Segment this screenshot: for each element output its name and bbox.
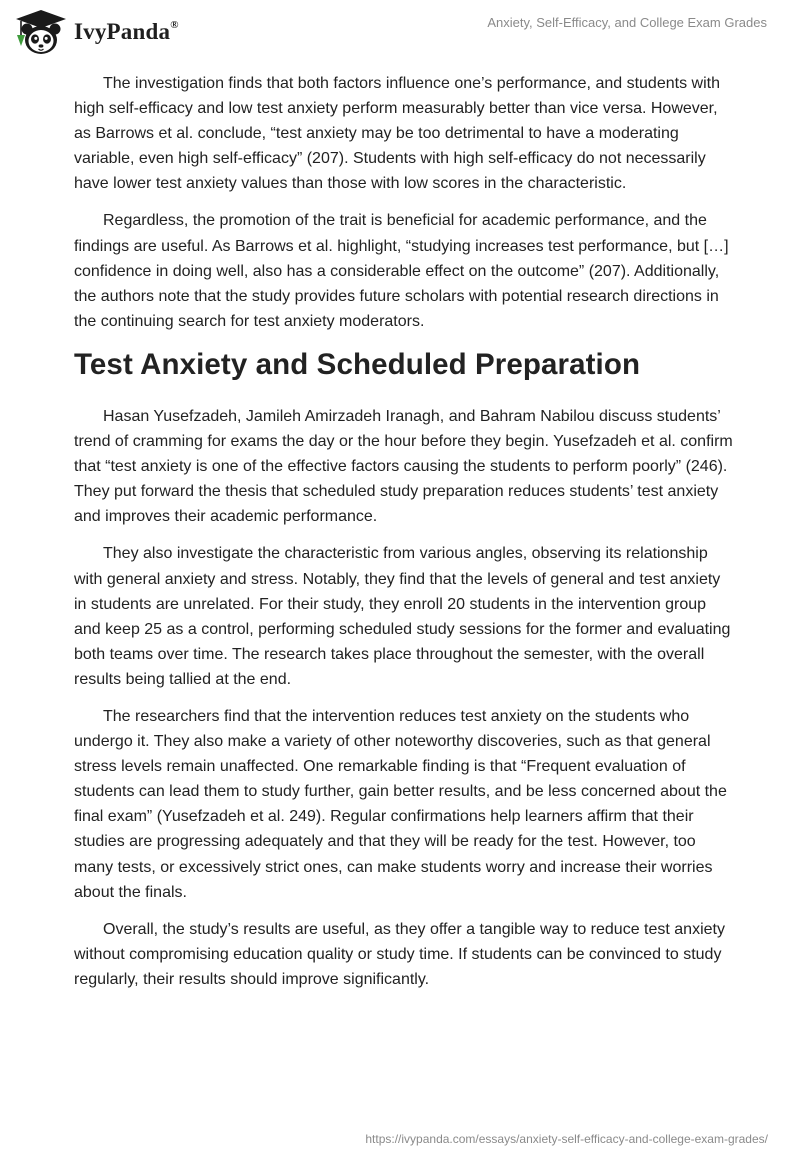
brand-name: IvyPanda®: [74, 19, 179, 44]
paragraph: The researchers find that the intervention reduces test anxiety on the students who undergo it. They also make a variety of other noteworthy discoveries, such as that general stress levels remain unaffected. One remarkable finding is that “Frequent evaluation of students can lead them to study further, gain better results, and be less concerned about the final exam” (Yusefzadeh et al. 249). Regular confirmations help learners affirm that their studies are progressing adequately and that they will be ready for the test. However, too many tests, or excessively strict ones, can make students worry and increase their worries about the finals.: [74, 707, 727, 901]
paragraph: Overall, the study’s results are useful, as they offer a tangible way to reduce test anxiety without compromising education quality or study time. If students can be convinced to study regularly, their results should improve significantly.: [74, 920, 725, 988]
page-header: [0, 0, 800, 64]
panda-graduate-icon: [14, 8, 68, 56]
section-heading: Test Anxiety and Scheduled Preparation: [74, 347, 641, 381]
registered-mark: ®: [170, 19, 179, 32]
ivypanda-logo[interactable]: [14, 8, 179, 56]
paragraph: They also investigate the characteristic from various angles, observing its relationship with general anxiety and stress. Notably, they find that the levels of general and test anxiety in students are unrelated. For their study, they enroll 20 students in the intervention group and keep 25 as a control, performing scheduled study sessions for the former and evaluating both teams over time. The research takes place throughout the semester, with the overall results being tallied at the end.: [74, 545, 731, 688]
essay-body: [74, 71, 734, 1004]
source-url-link[interactable]: https://ivypanda.com/essays/anxiety-self-efficacy-and-college-exam-grades/: [365, 1132, 768, 1146]
paragraph: The investigation finds that both factors influence one’s performance, and students with high self-efficacy and low test anxiety perform measurably better than vice versa. However, as Barrows et al. conclude, “test anxiety may be too detrimental to have a moderating variable, even high self-efficacy” (207). Students with high self-efficacy do not necessarily have lower test anxiety values than those with low scores in the characteristic.: [74, 75, 720, 193]
paragraph: Hasan Yusefzadeh, Jamileh Amirzadeh Iranagh, and Bahram Nabilou discuss students’ trend of cramming for exams the day or the hour before they begin. Yusefzadeh et al. confirm that “test anxiety is one of the effective factors causing the students to perform poorly” (246). They put forward the thesis that scheduled study preparation reduces students’ test anxiety and improves their academic performance.: [74, 407, 733, 526]
running-title: Anxiety, Self-Efficacy, and College Exam Grades: [487, 15, 767, 30]
paragraph: Regardless, the promotion of the trait is beneficial for academic performance, and the findings are useful. As Barrows et al. highlight, “studying increases test performance, but […] confidence in doing well, also has a considerable effect on the outcome” (207). Additionally, the authors note that the study provides future scholars with potential research directions in the continuing search for test anxiety moderators.: [74, 212, 729, 330]
